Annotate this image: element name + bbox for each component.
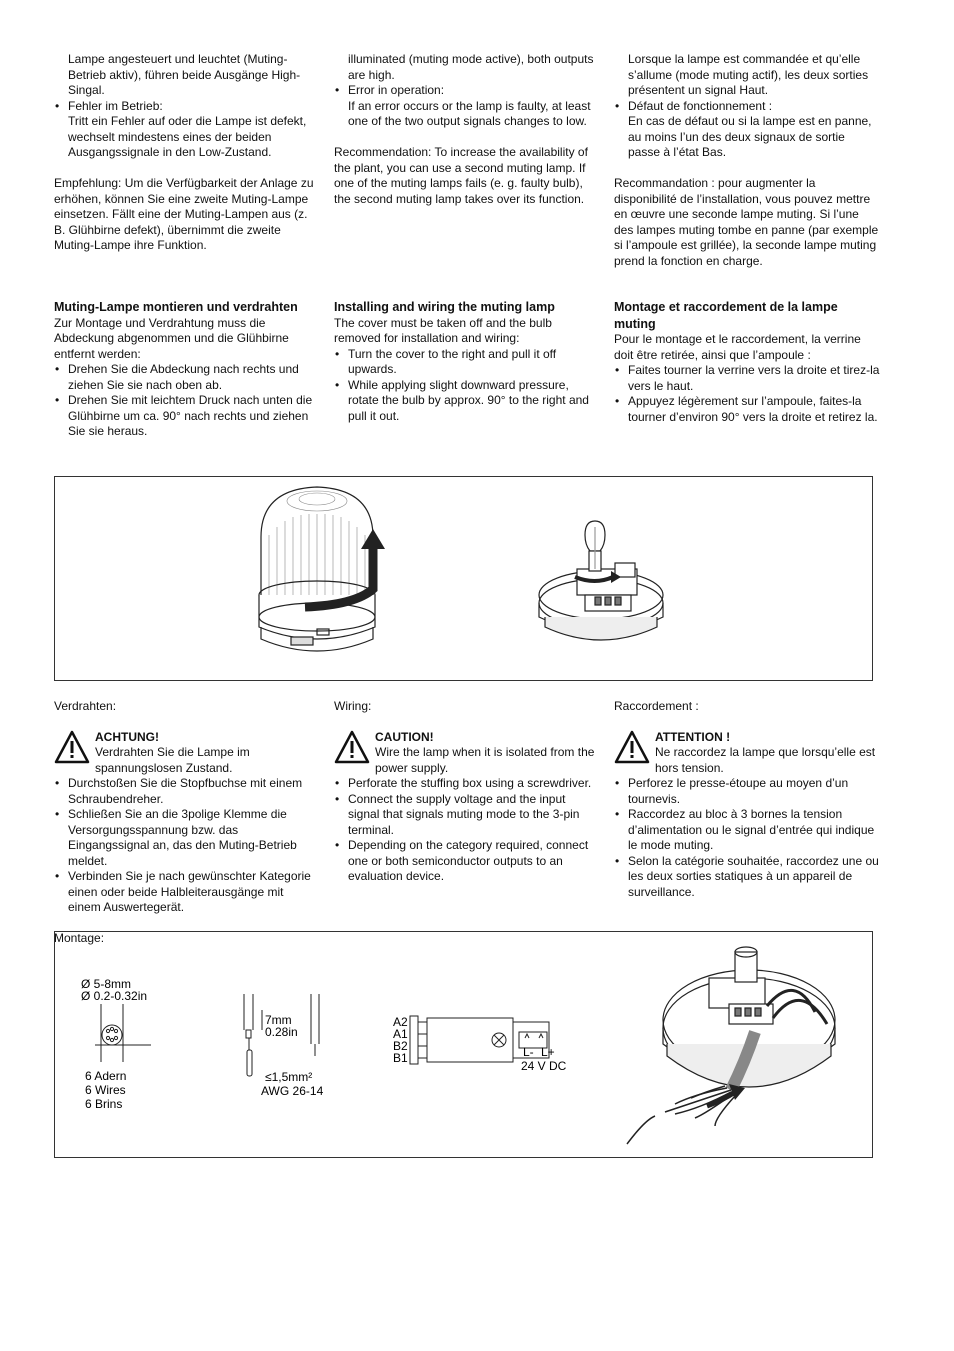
fr-warning-text: Ne raccordez la lampe que lorsqu’elle est hors tension. xyxy=(655,745,876,775)
fr-wiring-step: • Raccordez au bloc à 3 bornes la tension d’alimentation ou le signal d’entrée qui indique le mode muting. xyxy=(614,807,880,854)
strip-length-in: 0.28in xyxy=(265,1025,298,1039)
wire-awg: AWG 26-14 xyxy=(261,1084,324,1098)
de-wiring-step: • Verbinden Sie je nach gewünschter Kategorie einen oder beide Halbleiterausgänge mit einem Auswertegerät. xyxy=(54,869,316,916)
bulb-socket-icon xyxy=(539,563,663,640)
fr-warning-title: ATTENTION ! xyxy=(655,729,731,744)
en-error-text: If an error occurs or the lamp is faulty, at least one of the two output signals changes to low. xyxy=(348,98,591,128)
fr-continuation: Lorsque la lampe est commandée et qu’elle s’allume (mode muting actif), les deux sorties présentent un signal Haut. xyxy=(628,52,869,97)
en-warning-title: CAUTION! xyxy=(375,729,434,744)
fr-mount-intro: Pour le montage et le raccordement, la verrine doit être retirée, ainsi que l’ampoule : xyxy=(614,332,861,362)
de-warning-text: Verdrahten Sie die Lampe im spannungslosen Zustand. xyxy=(95,745,250,775)
pin-a2: A2 xyxy=(393,1015,408,1029)
fr-error-label: Défaut de fonctionnement : xyxy=(628,98,773,113)
fr-recommendation: Recommandation : pour augmenter la disponibilité de l’installation, vous pouvez mettre en œuvre une seconde lampe muting. Si l’une des lampes muting tombe en panne (par exemple si l’ampoule est grillée), la seconde lampe muting prend la fonction en charge. xyxy=(614,176,879,268)
montage-label: Montage: xyxy=(54,930,105,945)
de-wiring-step: • Durchstoßen Sie die Stopfbuchse mit einem Schraubendreher. xyxy=(54,776,316,807)
l-minus-label: L- xyxy=(523,1045,534,1059)
wiring-figure xyxy=(54,931,873,1158)
warning-triangle-icon xyxy=(334,730,370,764)
en-mount-intro: The cover must be taken off and the bulb removed for installation and wiring: xyxy=(334,315,552,345)
de-recommendation: Empfehlung: Um die Verfügbarkeit der Anlage zu erhöhen, können Sie eine zweite Muting-Lampe einsetzen. Fällt eine der Muting-Lampen aus (z. B. Glühbirne defekt), übernimmt die zweite Muting-Lampe ihre Funktion. xyxy=(54,176,314,252)
fr-wiring-column xyxy=(614,699,880,900)
de-warning xyxy=(54,730,316,777)
warning-triangle-icon xyxy=(54,730,90,764)
de-mount-column xyxy=(54,299,316,440)
fr-error-text: En cas de défaut ou si la lampe est en panne, au moins l’un des deux signaux de sortie passe à l’état Bas. xyxy=(628,114,872,159)
fr-mount-step: • Appuyez légèrement sur l’ampoule, faites-la tourner d’environ 90° vers la droite et retirez la. xyxy=(614,394,880,425)
en-wiring-step: • Connect the supply voltage and the input signal that signals muting mode to the 3-pin terminal. xyxy=(334,792,596,839)
de-mount-step: • Drehen Sie die Abdeckung nach rechts und ziehen Sie sie nach oben ab. xyxy=(54,362,316,393)
pin-b2: B2 xyxy=(393,1039,408,1053)
wires-fr: 6 Brins xyxy=(85,1097,123,1111)
de-mount-heading: Muting-Lampe montieren und verdrahten xyxy=(54,300,298,314)
wire-ends-icon xyxy=(627,1086,735,1144)
cable-diameter-mm: Ø 5-8mm xyxy=(81,977,132,991)
fr-top-column xyxy=(614,52,880,269)
disassembly-illustration xyxy=(55,477,874,682)
lamp-cover-icon xyxy=(259,487,375,651)
fr-wiring-step: • Selon la catégorie souhaitée, raccordez une ou les deux sorties statiques à un appareil de surveillance. xyxy=(614,854,880,901)
en-wiring-step: • Depending on the category required, connect one or both semiconductor outputs to an evaluation device. xyxy=(334,838,596,885)
strip-length-mm: 7mm xyxy=(265,1013,292,1027)
de-wiring-step: • Schließen Sie an die 3polige Klemme die Versorgungsspannung bzw. das Eingangssignal an, das den Muting-Betrieb meldet. xyxy=(54,807,316,869)
en-warning xyxy=(334,730,596,777)
de-top-column xyxy=(54,52,316,254)
l-plus-label: L+ xyxy=(541,1045,555,1059)
en-mount-step: • While applying slight downward pressure, rotate the bulb by approx. 90° to the right and pull it out. xyxy=(334,378,596,425)
de-continuation: Lampe angesteuert und leuchtet (Muting-Betrieb aktiv), führen beide Ausgänge High-Singal. xyxy=(68,52,301,97)
wire-cross-section: ≤1,5mm² xyxy=(265,1070,313,1084)
de-error-bullet xyxy=(54,99,316,161)
fr-mount-step: • Faites tourner la verrine vers la droite et tirez-la vers le haut. xyxy=(614,363,880,394)
supply-voltage: 24 V DC xyxy=(521,1059,567,1073)
en-wiring-column xyxy=(334,699,596,885)
lamp-base-icon xyxy=(663,947,835,1087)
de-warning-title: ACHTUNG! xyxy=(95,729,159,744)
fr-wiring-label: Raccordement : xyxy=(614,699,699,713)
en-error-bullet xyxy=(334,83,596,130)
disassembly-figure xyxy=(54,476,873,681)
wires-de: 6 Adern xyxy=(85,1069,127,1083)
cable-diameter-in: Ø 0.2-0.32in xyxy=(81,989,148,1003)
de-error-label: Fehler im Betrieb: xyxy=(68,98,163,113)
en-warning-text: Wire the lamp when it is isolated from the power supply. xyxy=(375,745,595,775)
pin-b1: B1 xyxy=(393,1051,408,1065)
wires-en: 6 Wires xyxy=(85,1083,126,1097)
de-wiring-column xyxy=(54,699,316,946)
de-mount-intro: Zur Montage und Verdrahtung muss die Abdeckung abgenommen und die Glühbirne entfernt werden: xyxy=(54,315,289,361)
fr-mount-heading: Montage et raccordement de la lampe muting xyxy=(614,300,838,331)
fr-warning xyxy=(614,730,880,777)
wiring-diagram xyxy=(55,932,874,1159)
en-wiring-label: Wiring: xyxy=(334,699,372,713)
pin-a1: A1 xyxy=(393,1027,408,1041)
cable-cross-section-icon xyxy=(95,1004,151,1062)
en-continuation: illuminated (muting mode active), both outputs are high. xyxy=(348,52,594,82)
de-error-text: Tritt ein Fehler auf oder die Lampe ist defekt, wechselt mindestens eines der beiden Ausgangssignale in den Low-Zustand. xyxy=(68,114,307,159)
bulb-icon xyxy=(585,521,605,571)
de-wiring-label: Verdrahten: xyxy=(54,699,117,713)
en-mount-column xyxy=(334,299,596,424)
en-error-label: Error in operation: xyxy=(348,83,445,97)
de-mount-step: • Drehen Sie mit leichtem Druck nach unten die Glühbirne um ca. 90° nach rechts und ziehen Sie sie heraus. xyxy=(54,393,316,440)
fr-error-bullet xyxy=(614,99,880,161)
en-wiring-step: • Perforate the stuffing box using a screwdriver. xyxy=(334,776,596,792)
fr-wiring-step: • Perforez le presse-étoupe au moyen d’un tournevis. xyxy=(614,776,880,807)
en-mount-heading: Installing and wiring the muting lamp xyxy=(334,300,555,314)
warning-triangle-icon xyxy=(614,730,650,764)
en-mount-step: • Turn the cover to the right and pull it off upwards. xyxy=(334,347,596,378)
fr-mount-column xyxy=(614,299,880,425)
en-recommendation: Recommendation: To increase the availability of the plant, you can use a second muting lamp. If one of the muting lamps fails (e. g. faulty bulb), the second muting lamp takes over its function. xyxy=(334,145,588,206)
en-top-column xyxy=(334,52,596,207)
